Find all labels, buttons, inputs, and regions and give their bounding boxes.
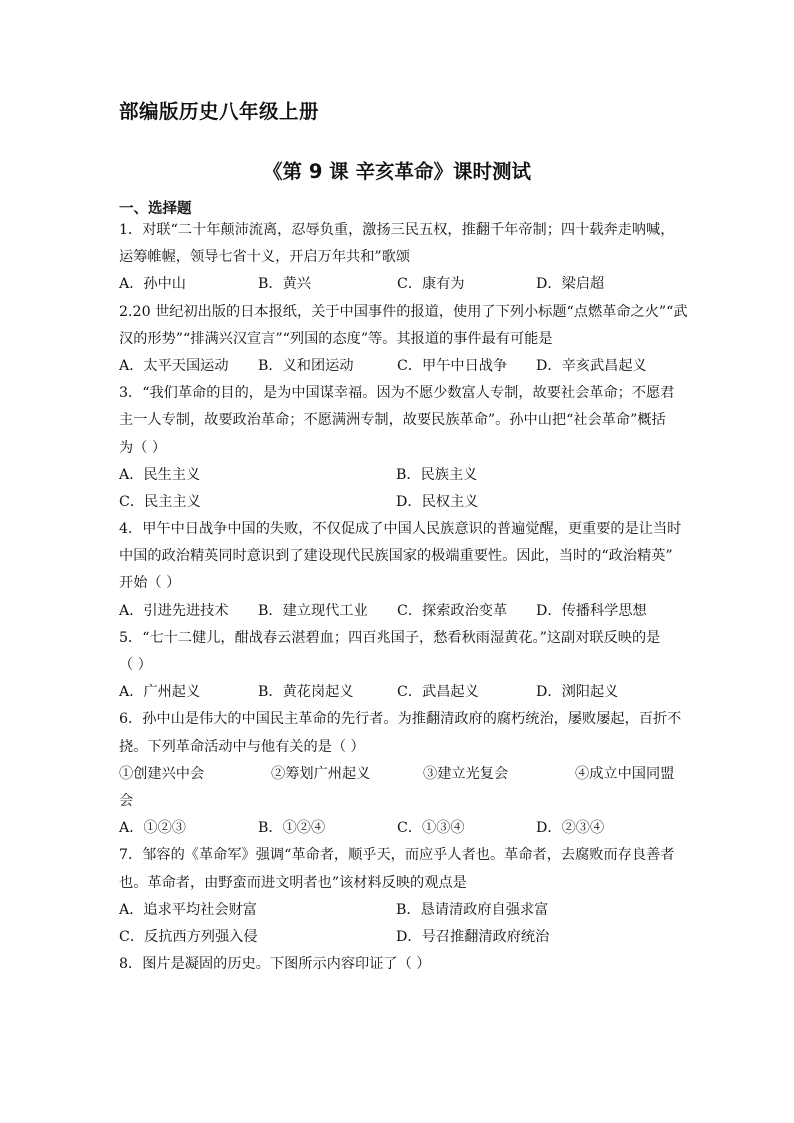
question-text-line: 也。革命者，由野蛮而进文明者也”该材料反映的观点是 [119, 874, 467, 891]
question-6 [119, 706, 682, 842]
option-row [119, 489, 679, 516]
option-row [119, 353, 679, 380]
option-a[interactable]: A．孙中山 [119, 276, 186, 293]
option-row [119, 679, 679, 706]
option-c[interactable]: C．①③④ [397, 820, 465, 837]
option-b[interactable]: B．黄兴 [258, 276, 311, 293]
question-1 [119, 217, 679, 299]
question-5 [119, 625, 679, 707]
question-2 [119, 299, 688, 381]
option-c[interactable]: C．武昌起义 [397, 684, 479, 701]
option-d[interactable]: D．辛亥武昌起义 [536, 357, 647, 374]
question-text-line: 7．邹容的《革命军》强调“革命者，顺乎天，而应乎人者也。革命者，去腐败而存良善者 [119, 847, 675, 864]
option-row [119, 271, 679, 298]
option-row [119, 598, 679, 625]
question-text-line: 挠。下列革命活动中与他有关的是（ ） [119, 738, 365, 755]
question-text-line: 2.20 世纪初出版的日本报纸，关于中国事件的报道，使用了下列小标题“点燃革命之火”“武 [119, 303, 688, 320]
question-text-line: 3．“我们革命的目的，是为中国谋幸福。因为不愿少数富人专制，故要社会革命；不愿君 [119, 385, 675, 402]
option-a[interactable]: A．追求平均社会财富 [119, 901, 257, 918]
option-row [119, 924, 679, 951]
question-text-line: 1．对联“二十年颠沛流离，忍辱负重，激扬三民五权，推翻千年帝制；四十载奔走呐喊， [119, 222, 675, 238]
question-text-line: 为（ ） [119, 439, 167, 456]
question-text-line: 开始（ ） [119, 575, 181, 592]
option-c[interactable]: C．甲午中日战争 [397, 357, 508, 374]
option-d[interactable]: D．号召推翻清政府统治 [396, 928, 550, 945]
statement-3: ③建立光复会 [423, 765, 509, 782]
statement-row [119, 761, 679, 788]
statement-4: ④成立中国同盟 [575, 765, 675, 782]
option-b[interactable]: B．建立现代工业 [258, 602, 368, 619]
question-text-line: 4．甲午中日战争中国的失败，不仅促成了中国人民族意识的普遍觉醒，更重要的是让当时 [119, 521, 682, 538]
option-b[interactable]: B．义和团运动 [258, 357, 354, 374]
option-b[interactable]: B．民族主义 [396, 466, 478, 483]
question-text-line: 5．“七十二健儿，酣战春云湛碧血；四百兆国子，愁看秋雨湿黄花。”这副对联反映的是 [119, 629, 661, 646]
question-text-line: 中国的政治精英同时意识到了建设现代民族国家的极端重要性。因此，当时的“政治精英” [119, 548, 673, 565]
option-b[interactable]: B．①②④ [258, 820, 326, 837]
question-4 [119, 516, 682, 625]
option-d[interactable]: D．民权主义 [396, 493, 479, 510]
question-8 [119, 951, 679, 978]
option-b[interactable]: B．恳请清政府自强求富 [396, 901, 549, 918]
question-text-line: 8．图片是凝固的历史。下图所示内容印证了（ ） [119, 956, 431, 973]
option-b[interactable]: B．黄花岗起义 [258, 684, 354, 701]
question-list [119, 217, 688, 978]
option-a[interactable]: A．引进先进技术 [119, 602, 229, 619]
statement-4-tail: 会 [119, 792, 134, 809]
option-d[interactable]: D．②③④ [536, 820, 605, 837]
document-header: 部编版历史八年级上册 [119, 100, 320, 123]
question-text-line: 主一人专制，故要政治革命；不愿满洲专制，故要民族革命”。孙中山把“社会革命”概括 [119, 412, 666, 429]
option-c[interactable]: C．探索政治变革 [397, 602, 508, 619]
question-text-line: 汉的形势”“排满兴汉宣言”“列国的态度”等。其报道的事件最有可能是 [119, 330, 553, 347]
section-heading: 一、选择题 [119, 201, 192, 217]
page-title: 《第 9 课 辛亥革命》课时测试 [263, 160, 531, 183]
option-a[interactable]: A．太平天国运动 [119, 357, 229, 374]
option-row [119, 815, 679, 842]
question-3 [119, 380, 679, 516]
option-a[interactable]: A．广州起义 [119, 684, 201, 701]
option-d[interactable]: D．梁启超 [536, 276, 605, 293]
option-c[interactable]: C．康有为 [397, 276, 465, 293]
option-row [119, 462, 679, 489]
question-text-line: 6．孙中山是伟大的中国民主革命的先行者。为推翻清政府的腐朽统治，屡败屡起，百折不 [119, 711, 682, 728]
option-c[interactable]: C．民主主义 [119, 493, 201, 510]
question-text-line: 运筹帷幄，领导七省十义，开启万年共和”歌颂 [119, 249, 411, 266]
option-d[interactable]: D．浏阳起义 [536, 684, 619, 701]
option-a[interactable]: A．①②③ [119, 820, 186, 837]
statement-1: ①创建兴中会 [119, 765, 205, 782]
option-row [119, 897, 679, 924]
option-a[interactable]: A．民生主义 [119, 466, 201, 483]
option-d[interactable]: D．传播科学思想 [536, 602, 647, 619]
question-7 [119, 842, 679, 951]
statement-2: ②筹划广州起义 [271, 765, 371, 782]
option-c[interactable]: C．反抗西方列强入侵 [119, 928, 258, 945]
question-text-line: （ ） [119, 657, 152, 673]
